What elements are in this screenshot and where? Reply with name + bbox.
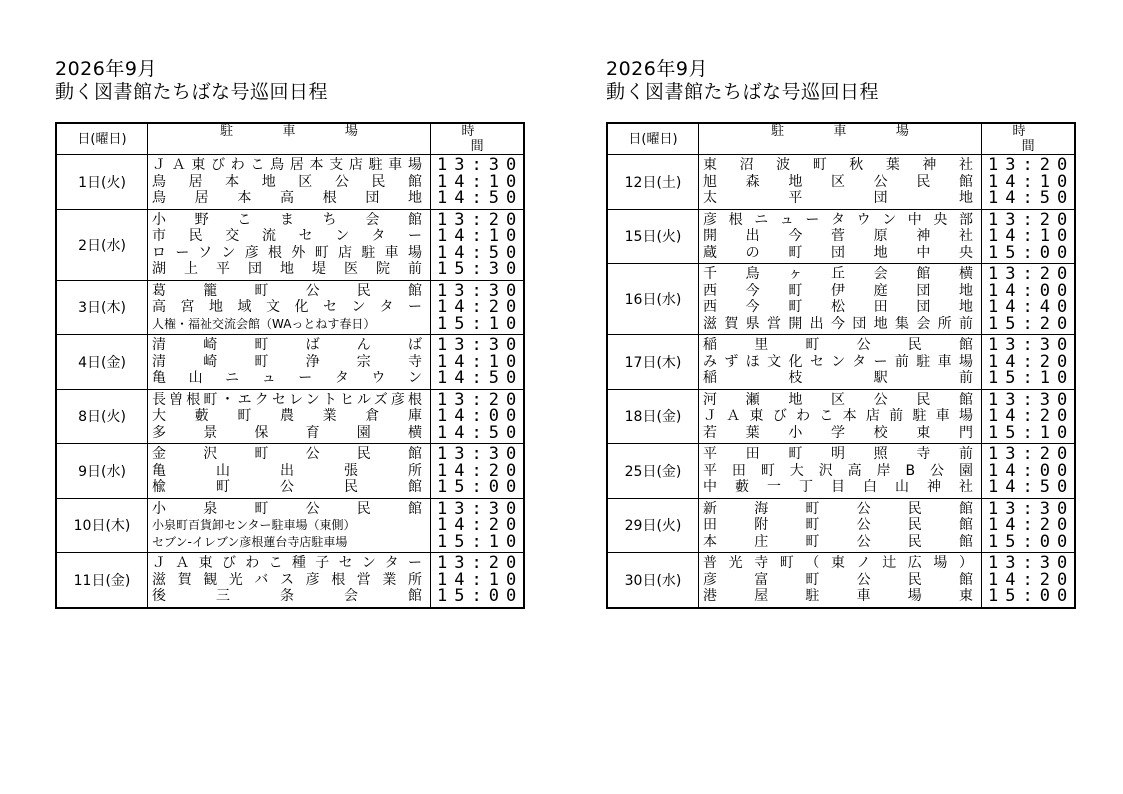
header-time-label: 時 間 (1012, 124, 1075, 154)
visit-date: 10日(木) (56, 498, 148, 553)
stop-time: 14:50 (437, 370, 524, 387)
stop-name: 稲枝駅前 (703, 370, 973, 386)
stop-time: 14:20 (988, 353, 1075, 370)
stop-name: 開出今菅原神社 (703, 228, 973, 244)
header-place-label: 駐 車 場 (220, 124, 377, 139)
stop-time: 15:00 (988, 533, 1075, 550)
stop-time: 14:10 (988, 173, 1075, 190)
stop-list (699, 389, 982, 444)
stop-name: 大藪町農業倉庫 (152, 408, 422, 424)
stop-name: 本庄町公民館 (703, 533, 973, 550)
stop-name: 中藪一丁目白山神社 (703, 479, 973, 495)
stop-name: 東沼波町秋葉神社 (703, 157, 973, 173)
schedule-table-left (55, 122, 525, 609)
stop-time: 13:30 (988, 555, 1075, 572)
stop-time: 14:20 (988, 571, 1075, 588)
stop-list (148, 209, 431, 280)
stop-name: 葛籠町公民館 (152, 282, 422, 299)
stop-time: 15:10 (988, 424, 1075, 441)
stop-name: ローソン彦根外町店駐車場 (152, 244, 422, 261)
time-list (431, 498, 525, 553)
visit-date: 30日(水) (607, 553, 699, 608)
header-date (607, 123, 699, 155)
stop-list (699, 264, 982, 335)
stop-name: 旭森地区公民館 (703, 173, 973, 190)
stop-list (148, 389, 431, 444)
schedule-row (607, 553, 1075, 608)
stop-name: 多景保育園横 (152, 424, 422, 441)
schedule-panel-right (606, 58, 1076, 609)
stop-time: 14:10 (437, 228, 524, 245)
visit-date: 2日(水) (56, 209, 148, 280)
stop-name: 楡町公民館 (152, 479, 422, 495)
stop-time: 14:40 (988, 299, 1075, 316)
stop-time: 15:10 (437, 533, 524, 550)
stop-time: 13:30 (437, 446, 524, 463)
schedule-row (607, 335, 1075, 390)
time-list (982, 155, 1076, 210)
visit-date: 9日(水) (56, 444, 148, 499)
header-date-label: 日(曜日) (77, 131, 127, 147)
stop-time: 14:50 (437, 244, 524, 261)
stop-time: 14:20 (988, 408, 1075, 425)
header-date (56, 123, 148, 155)
stop-time: 13:20 (988, 446, 1075, 463)
time-list (431, 155, 525, 210)
stop-name: 高宮地域文化センター (152, 299, 422, 315)
stop-name: 平田町大沢高岸B公園 (703, 462, 973, 479)
time-list (982, 444, 1076, 499)
stop-time: 13:20 (988, 266, 1075, 283)
stop-time: 14:50 (437, 190, 524, 207)
visit-date: 8日(火) (56, 389, 148, 444)
stop-time: 14:50 (988, 190, 1075, 207)
stop-name: セブン-イレブン彦根蓮台寺店駐車場 (152, 534, 348, 549)
table-header-row (56, 123, 524, 155)
stop-time: 13:20 (988, 157, 1075, 174)
stop-name: 市民交流センター (152, 228, 422, 244)
stop-list (148, 280, 431, 335)
time-list (431, 209, 525, 280)
stop-time: 13:30 (437, 500, 524, 517)
time-list (431, 280, 525, 335)
header-time-label: 時 間 (461, 124, 524, 154)
stop-list (148, 155, 431, 210)
time-list (982, 264, 1076, 335)
table-header-row (607, 123, 1075, 155)
stop-name: 太平団地 (703, 190, 973, 206)
schedule-body-right (607, 155, 1075, 608)
header-place-label: 駐 車 場 (771, 124, 928, 139)
stop-time: 14:10 (988, 228, 1075, 245)
time-list (982, 209, 1076, 264)
visit-date: 16日(水) (607, 264, 699, 335)
stop-list (699, 498, 982, 553)
header-place (699, 123, 982, 155)
schedule-row (607, 444, 1075, 499)
stop-time: 15:00 (437, 588, 524, 605)
stop-name: 清崎町ばんば (152, 337, 422, 353)
stop-name: 鳥居本高根団地 (152, 190, 422, 206)
stop-list (148, 444, 431, 499)
stop-name: 小野こまち会館 (152, 211, 422, 228)
schedule-month: 2026年9月 (606, 58, 708, 80)
stop-list (699, 444, 982, 499)
schedule-title: 動く図書館たちばな号巡回日程 (606, 81, 880, 103)
stop-list (699, 155, 982, 210)
stop-time: 14:00 (988, 462, 1075, 479)
stop-list (148, 553, 431, 608)
stop-time: 15:20 (988, 315, 1075, 332)
stop-name: 田附町公民館 (703, 517, 973, 533)
schedule-row (607, 389, 1075, 444)
stop-time: 14:10 (437, 173, 524, 190)
stop-name: 鳥居本地区公民館 (152, 173, 422, 190)
visit-date: 1日(火) (56, 155, 148, 210)
stop-time: 13:20 (988, 211, 1075, 228)
stop-list (699, 553, 982, 608)
schedule-row (56, 280, 524, 335)
schedule-month: 2026年9月 (55, 58, 157, 80)
stop-time: 13:30 (437, 282, 524, 299)
stop-name: ＪＡ東びわこ鳥居本支店駐車場 (152, 157, 422, 173)
schedule-panel-left (55, 58, 525, 609)
stop-time: 14:10 (437, 571, 524, 588)
time-list (982, 553, 1076, 608)
stop-name: 港屋駐車場東 (703, 588, 973, 604)
stop-name: 滋賀県営開出今団地集会所前 (703, 315, 973, 332)
stop-name: 小泉町百貨卸センター駐車場（東側） (152, 518, 356, 532)
header-time (431, 123, 525, 155)
stop-name: 稲里町公民館 (703, 337, 973, 353)
header-date-label: 日(曜日) (628, 131, 678, 147)
stop-list (148, 335, 431, 390)
stop-name: 亀山出張所 (152, 462, 422, 479)
stop-time: 14:20 (437, 517, 524, 534)
schedule-table-right (606, 122, 1076, 609)
time-list (982, 498, 1076, 553)
stop-name: 清崎町浄宗寺 (152, 353, 422, 370)
time-list (982, 335, 1076, 390)
stop-time: 13:20 (437, 211, 524, 228)
schedule-row (56, 553, 524, 608)
stop-name: 人権・福祉交流会館（WAっとねす春日） (152, 316, 376, 331)
stop-list (699, 335, 982, 390)
schedule-row (56, 444, 524, 499)
visit-date: 17日(木) (607, 335, 699, 390)
stop-time: 13:30 (988, 500, 1075, 517)
time-list (431, 389, 525, 444)
stop-name: 河瀬地区公民館 (703, 391, 973, 408)
visit-date: 29日(火) (607, 498, 699, 553)
stop-name: 彦富町公民館 (703, 571, 973, 588)
visit-date: 11日(金) (56, 553, 148, 608)
stop-time: 13:30 (988, 337, 1075, 354)
stop-name: 小泉町公民館 (152, 500, 422, 517)
stop-time: 15:00 (988, 588, 1075, 605)
schedule-body-left (56, 155, 524, 608)
stop-name: 若葉小学校東門 (703, 424, 973, 441)
schedule-row (56, 209, 524, 280)
stop-time: 15:30 (437, 261, 524, 278)
schedule-row (56, 389, 524, 444)
stop-name: 蔵の町団地中央 (703, 244, 973, 261)
visit-date: 3日(木) (56, 280, 148, 335)
stop-name: 滋賀観光バス彦根営業所 (152, 571, 422, 588)
stop-name: 金沢町公民館 (152, 446, 422, 462)
stop-time: 13:30 (437, 157, 524, 174)
stop-name: 長曽根町・エクセレントヒルズ彦根 (152, 391, 422, 408)
stop-time: 15:10 (437, 315, 524, 332)
time-list (431, 335, 525, 390)
stop-time: 13:30 (437, 337, 524, 354)
stop-time: 14:20 (988, 517, 1075, 534)
header-place (148, 123, 431, 155)
schedule-row (607, 264, 1075, 335)
stop-list (699, 209, 982, 264)
schedule-row (56, 155, 524, 210)
stop-time: 14:10 (437, 353, 524, 370)
stop-name: 彦根ニュータウン中央部 (703, 211, 973, 228)
visit-date: 25日(金) (607, 444, 699, 499)
schedule-row (607, 498, 1075, 553)
schedule-row (607, 209, 1075, 264)
stop-name: ＪＡ東びわこ本店前駐車場 (703, 408, 973, 424)
visit-date: 15日(火) (607, 209, 699, 264)
schedule-row (56, 498, 524, 553)
stop-name: 千鳥ヶ丘会館横 (703, 266, 973, 282)
stop-time: 14:00 (437, 408, 524, 425)
stop-name: 西今町伊庭団地 (703, 282, 973, 299)
stop-time: 15:00 (988, 244, 1075, 261)
stop-time: 13:20 (437, 391, 524, 408)
stop-time: 14:50 (437, 424, 524, 441)
schedule-row (607, 155, 1075, 210)
stop-time: 15:10 (988, 370, 1075, 387)
stop-name: 西今町松田団地 (703, 299, 973, 315)
stop-time: 15:00 (437, 479, 524, 496)
stop-name: 後三条会館 (152, 588, 422, 604)
stop-name: 亀山ニュータウン (152, 370, 422, 386)
time-list (431, 553, 525, 608)
stop-time: 14:20 (437, 299, 524, 316)
stop-name: 平田町明照寺前 (703, 446, 973, 462)
header-time (982, 123, 1076, 155)
visit-date: 18日(金) (607, 389, 699, 444)
stop-time: 13:20 (437, 555, 524, 572)
stop-name: 新海町公民館 (703, 500, 973, 517)
visit-date: 4日(金) (56, 335, 148, 390)
stop-time: 14:20 (437, 462, 524, 479)
time-list (431, 444, 525, 499)
stop-time: 14:50 (988, 479, 1075, 496)
stop-list (148, 498, 431, 553)
time-list (982, 389, 1076, 444)
stop-time: 14:00 (988, 282, 1075, 299)
schedule-row (56, 335, 524, 390)
stop-name: 普光寺町（東ノ辻広場） (703, 555, 973, 571)
visit-date: 12日(土) (607, 155, 699, 210)
schedule-title: 動く図書館たちばな号巡回日程 (55, 81, 329, 103)
stop-name: 湖上平団地堤医院前 (152, 261, 422, 277)
stop-name: ＪＡ東びわこ種子センター (152, 555, 422, 571)
stop-time: 13:30 (988, 391, 1075, 408)
stop-name: みずほ文化センター前駐車場 (703, 353, 973, 370)
